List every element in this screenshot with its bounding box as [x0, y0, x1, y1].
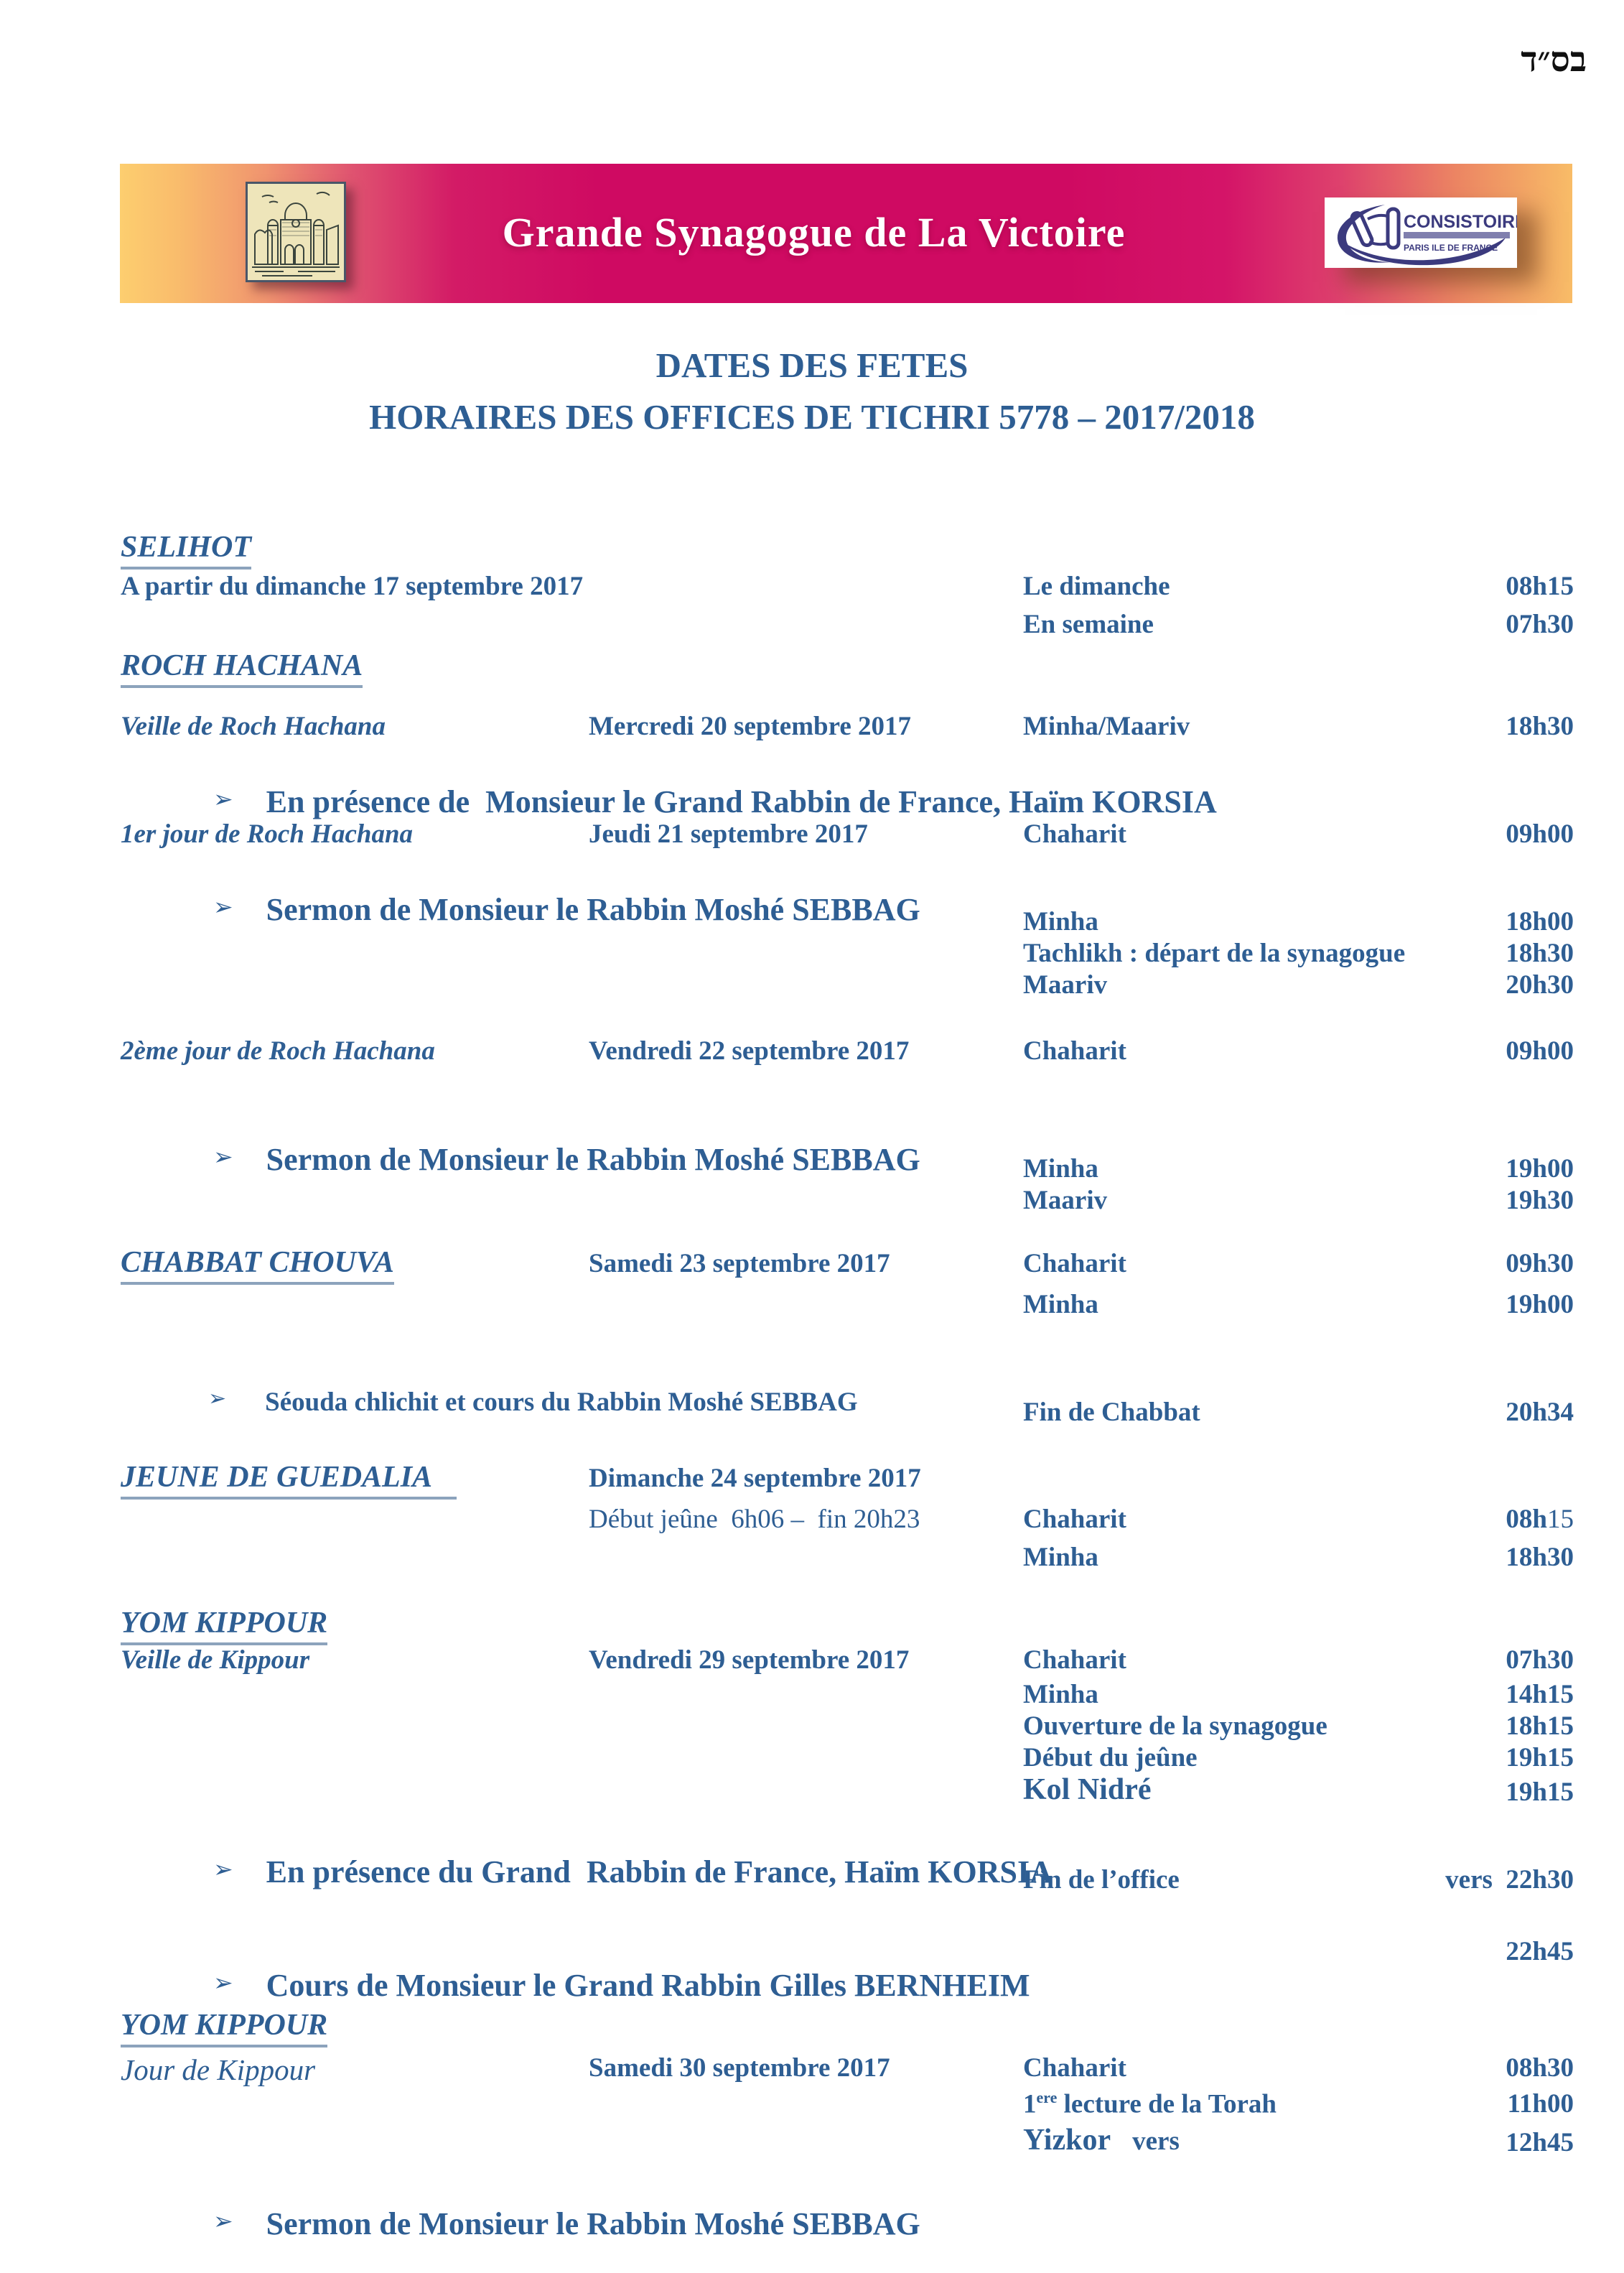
row-office: Ouverture de la synagogue: [1023, 1711, 1327, 1741]
row-time: 07h30: [1506, 610, 1574, 639]
section-jeune-de-guedalia: JEUNE DE GUEDALIA: [121, 1460, 457, 1500]
row-office: Fin de l’office: [1023, 1865, 1180, 1895]
row-office: 1ere lecture de la Torah: [1023, 2088, 1277, 2119]
section-chabbat-chouva: CHABBAT CHOUVA: [121, 1245, 394, 1285]
schedule-row: [121, 609, 1574, 646]
schedule-row: [121, 1504, 1574, 1541]
row-time: 18h15: [1506, 1711, 1574, 1741]
row-label: 1er jour de Roch Hachana: [121, 819, 414, 849]
bullet-arrow-icon: ➢: [213, 1971, 233, 1997]
row-office: Minha: [1023, 1543, 1098, 1572]
row-date: Vendredi 29 septembre 2017: [589, 1645, 910, 1675]
bullet-arrow-icon: ➢: [213, 1145, 233, 1171]
row-office: Le dimanche: [1023, 572, 1170, 601]
hebrew-dedication-text: בס״ד: [1521, 41, 1587, 79]
row-label: Jour de Kippour: [121, 2053, 316, 2086]
page-title-line2: HORAIRES DES OFFICES DE TICHRI 5778 – 2017/2018: [369, 397, 1255, 437]
row-time: 18h30: [1506, 1543, 1574, 1572]
page-title-line1: DATES DES FETES: [655, 345, 969, 385]
row-label: Veille de Roch Hachana: [121, 712, 386, 741]
row-office: En semaine: [1023, 610, 1154, 639]
row-office: Fin de Chabbat: [1023, 1398, 1200, 1427]
note-text: Sermon de Monsieur le Rabbin Moshé SEBBAG: [266, 1142, 920, 1177]
schedule-row: [121, 1772, 1574, 1810]
schedule-row: [121, 1185, 1574, 1222]
row-time: 19h15: [1506, 1777, 1574, 1807]
schedule-row: [121, 1289, 1574, 1326]
row-time: 18h30: [1506, 939, 1574, 968]
row-office: Tachlikh : départ de la synagogue: [1023, 939, 1406, 968]
note-text: En présence du Grand Rabbin de France, Haïm KORSIA: [266, 1854, 1053, 1889]
row-time: 22h45: [1506, 1937, 1574, 1966]
note-text: Sermon de Monsieur le Rabbin Moshé SEBBAG: [266, 2206, 920, 2241]
schedule-row: [121, 1463, 1574, 1500]
row-office: Minha: [1023, 1154, 1098, 1184]
schedule-row: [121, 970, 1574, 1007]
row-time: 20h30: [1506, 970, 1574, 1000]
bullet-arrow-icon: ➢: [213, 787, 233, 813]
bullet-arrow-icon: ➢: [213, 1857, 233, 1883]
row-time: 18h30: [1506, 712, 1574, 741]
row-time: 11h00: [1507, 2089, 1574, 2119]
row-time: 18h00: [1506, 907, 1574, 936]
section-yom-kippour-2: YOM KIPPOUR: [121, 2008, 327, 2047]
note-line: [121, 747, 1574, 819]
schedule-row: [121, 1864, 1574, 1902]
row-office: Chaharit: [1023, 819, 1126, 849]
row-time: 19h15: [1506, 1743, 1574, 1772]
row-time: 14h15: [1506, 1680, 1574, 1709]
row-office: Minha: [1023, 1680, 1098, 1709]
schedule-row: [121, 1248, 1574, 1286]
consistoire-logo: [1325, 197, 1517, 268]
note-text: Sermon de Monsieur le Rabbin Moshé SEBBAG: [266, 892, 920, 927]
row-office: Chaharit: [1023, 1645, 1126, 1675]
header-banner: [120, 164, 1572, 303]
row-office: Minha/Maariv: [1023, 712, 1190, 741]
row-date: Dimanche 24 septembre 2017: [589, 1464, 921, 1493]
note-text: Cours de Monsieur le Grand Rabbin Gilles BERNHEIM: [266, 1968, 1030, 2003]
row-office: Minha: [1023, 1290, 1098, 1319]
row-time: 09h00: [1506, 819, 1574, 849]
row-office-kol-nidre: Kol Nidré: [1023, 1773, 1152, 1806]
bullet-arrow-icon: ➢: [213, 895, 233, 921]
row-label: 2ème jour de Roch Hachana: [121, 1036, 435, 1066]
row-time: 07h30: [1506, 1645, 1574, 1675]
row-time: vers 22h30: [1445, 1865, 1574, 1895]
consistoire-logo-text: CONSISTOIRE: [1404, 212, 1517, 232]
row-time: 19h00: [1506, 1154, 1574, 1184]
row-date: Samedi 23 septembre 2017: [589, 1249, 890, 1278]
bullet-arrow-icon: ➢: [208, 1387, 227, 1410]
row-time: 09h30: [1506, 1249, 1574, 1278]
row-office: Maariv: [1023, 1186, 1108, 1215]
row-time: 12h45: [1506, 2128, 1574, 2157]
row-time: 08h15: [1506, 1505, 1574, 1534]
row-time: 19h00: [1506, 1290, 1574, 1319]
row-office: Maariv: [1023, 970, 1108, 1000]
schedule-row: [121, 711, 1574, 748]
row-time: 08h30: [1506, 2053, 1574, 2083]
row-time: 08h15: [1506, 572, 1574, 601]
synagogue-drawing: [248, 184, 344, 280]
synagogue-etching-image: [246, 182, 346, 282]
row-office: Chaharit: [1023, 1249, 1126, 1278]
row-time: 09h00: [1506, 1036, 1574, 1066]
row-office: Chaharit: [1023, 1036, 1126, 1066]
section-selihot: SELIHOT: [121, 530, 251, 570]
row-label: A partir du dimanche 17 septembre 2017: [121, 572, 584, 601]
schedule-row: [121, 1542, 1574, 1579]
section-yom-kippour: YOM KIPPOUR: [121, 1606, 327, 1645]
row-date: Jeudi 21 septembre 2017: [589, 819, 868, 849]
fast-times-note: Début jeûne 6h06 – fin 20h23: [589, 1505, 920, 1534]
row-office: Chaharit: [1023, 1505, 1126, 1534]
row-office: Début du jeûne: [1023, 1743, 1198, 1772]
row-date: Vendredi 22 septembre 2017: [589, 1036, 910, 1066]
schedule-row: [121, 1036, 1574, 1073]
schedule-row: [121, 819, 1574, 856]
row-date: Samedi 30 septembre 2017: [589, 2053, 890, 2083]
consistoire-logo-graphic: [1325, 197, 1517, 268]
note-text: Séouda chlichit et cours du Rabbin Moshé SEBBAG: [265, 1387, 858, 1417]
schedule-row: [121, 2053, 1574, 2090]
row-office: Yizkor vers: [1023, 2124, 1180, 2157]
row-office: Chaharit: [1023, 2053, 1126, 2083]
row-time: 20h34: [1506, 1398, 1574, 1427]
row-label: Veille de Kippour: [121, 1645, 310, 1675]
row-time: 19h30: [1506, 1186, 1574, 1215]
note-text: En présence de Monsieur le Grand Rabbin de France, Haïm KORSIA: [266, 784, 1217, 819]
consistoire-logo-subtext: PARIS ILE DE FRANCE: [1404, 243, 1498, 253]
schedule-row: [121, 1397, 1574, 1434]
logo-illegible-line: [1404, 232, 1510, 238]
banner-title: Grande Synagogue de La Victoire: [502, 209, 1126, 256]
bullet-arrow-icon: ➢: [213, 2209, 233, 2235]
note-line: [121, 1930, 1574, 2003]
row-office: Minha: [1023, 907, 1098, 936]
section-roch-hachana: ROCH HACHANA: [121, 649, 363, 688]
row-date: Mercredi 20 septembre 2017: [589, 712, 912, 741]
note-line: [121, 2169, 1574, 2241]
schedule-row: [121, 2088, 1574, 2126]
schedule-row: [121, 1645, 1574, 1682]
schedule-row: [121, 571, 1574, 608]
schedule-row: [121, 2123, 1574, 2160]
